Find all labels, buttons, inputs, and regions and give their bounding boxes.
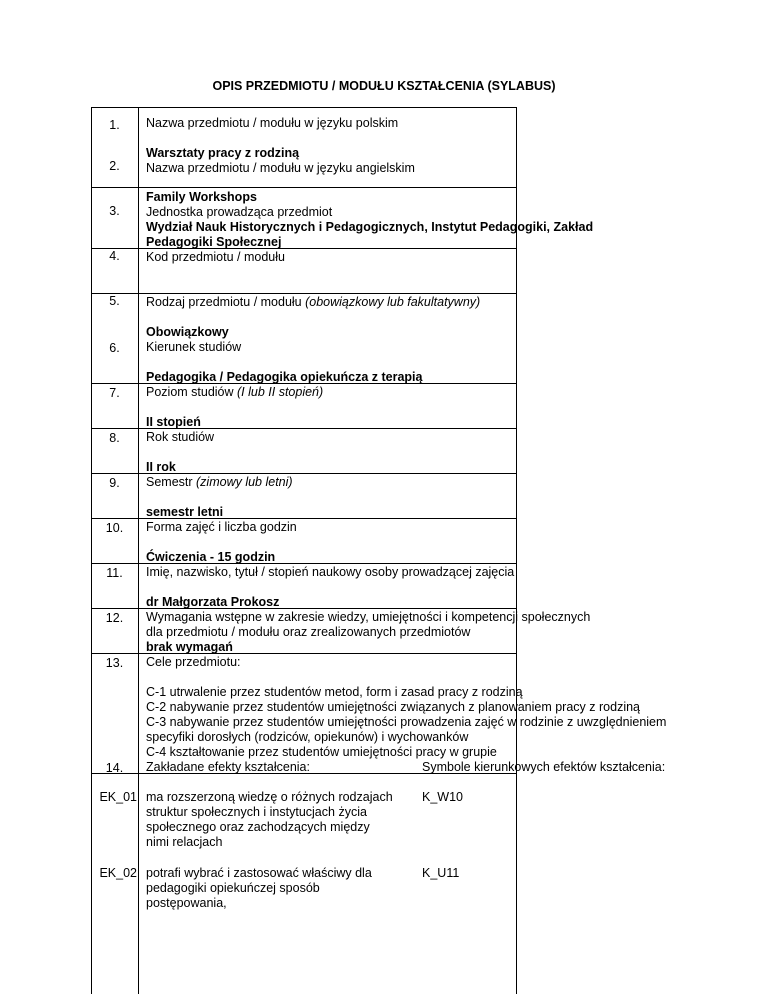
row-label: Jednostka prowadząca przedmiot	[146, 205, 333, 219]
row-number: 3.	[109, 204, 120, 218]
row-value: II rok	[146, 460, 176, 474]
table-border	[91, 107, 92, 994]
row-number: 2.	[109, 159, 120, 173]
row-number: 1.	[109, 118, 120, 132]
row-value: II stopień	[146, 415, 201, 429]
row-label: Nazwa przedmiotu / modułu w języku angielskim	[146, 161, 415, 175]
row-label: Kod przedmiotu / modułu	[146, 250, 285, 264]
row-label: Forma zajęć i liczba godzin	[146, 520, 297, 534]
row-label-hint: (obowiązkowy lub fakultatywny)	[305, 295, 481, 309]
row-value: Family Workshops	[146, 190, 257, 204]
effect-symbol: K_U11	[422, 866, 460, 880]
row-divider	[91, 187, 517, 188]
goal-item: C-1 utrwalenie przez studentów metod, form i zasad pracy z rodziną	[146, 685, 523, 699]
row-label	[146, 475, 514, 490]
row-number: 7.	[109, 386, 120, 400]
row-label	[146, 385, 514, 400]
effect-code: EK_02	[99, 866, 137, 880]
goal-item: C-2 nabywanie przez studentów umiejętności związanych z planowaniem pracy z rodziną	[146, 700, 640, 714]
row-label-hint: (zimowy lub letni)	[196, 475, 293, 489]
row-label: Imię, nazwisko, tytuł / stopień naukowy osoby prowadzącej zajęcia	[146, 565, 515, 579]
row-label-text: Semestr	[146, 475, 197, 489]
row-label: dla przedmiotu / modułu oraz zrealizowanych przedmiotów	[146, 625, 471, 639]
row-value: Obowiązkowy	[146, 325, 229, 339]
row-number: 9.	[109, 476, 120, 490]
goal-item: C-4 kształtowanie przez studentów umiejętności pracy w grupie	[146, 745, 497, 759]
row-value: brak wymagań	[146, 640, 233, 654]
row-value: Warsztaty pracy z rodziną	[146, 146, 300, 160]
row-number: 10.	[105, 521, 124, 535]
row-label-text: Rodzaj przedmiotu / modułu	[146, 295, 306, 309]
row-number: 5.	[109, 294, 120, 308]
row-divider	[91, 293, 517, 294]
row-value: Wydział Nauk Historycznych i Pedagogicznych, Instytut Pedagogiki, Zakład Pedagogiki Społecznej	[146, 220, 594, 249]
effect-text: ma rozszerzoną wiedzę o różnych rodzajach struktur społecznych i instytucjach życia społecznego oraz zachodzących między nimi relacjach	[146, 790, 393, 849]
row-label-hint: (I lub II stopień)	[237, 385, 324, 399]
row-label: Kierunek studiów	[146, 340, 242, 354]
effect-code: EK_01	[99, 790, 137, 804]
effect-symbol: K_W10	[422, 790, 463, 804]
row-number: 11.	[106, 566, 123, 580]
document-title: OPIS PRZEDMIOTU / MODUŁU KSZTAŁCENIA (SYLABUS)	[212, 79, 556, 93]
table-border	[91, 107, 517, 108]
row-number: 8.	[109, 431, 120, 445]
goal-item: specyfiki dorosłych (rodziców, opiekunów) i wychowanków	[146, 730, 469, 744]
row-value: semestr letni	[146, 505, 224, 519]
row-value: Pedagogika / Pedagogika opiekuńcza z terapią	[146, 370, 423, 384]
row-number: 14.	[105, 761, 124, 775]
row-number: 4.	[109, 249, 120, 263]
effect-text: potrafi wybrać i zastosować właściwy dla pedagogiki opiekuńczej sposób postępowania,	[146, 866, 372, 910]
row-label: Zakładane efekty kształcenia:	[146, 760, 310, 774]
row-number: 6.	[109, 341, 120, 355]
column-divider	[138, 107, 139, 994]
symbols-header: Symbole kierunkowych efektów kształcenia:	[422, 760, 666, 774]
row-label	[146, 295, 514, 310]
row-label: Cele przedmiotu:	[146, 655, 241, 669]
row-number: 13.	[105, 656, 124, 670]
goal-item: C-3 nabywanie przez studentów umiejętności prowadzenia zajęć w rodzinie z uwzględnieniem	[146, 715, 667, 729]
row-number: 12.	[105, 611, 124, 625]
row-label-text: Poziom studiów	[146, 385, 238, 399]
row-value: Ćwiczenia - 15 godzin	[146, 550, 276, 564]
row-value: dr Małgorzata Prokosz	[146, 595, 280, 609]
row-label: Nazwa przedmiotu / modułu w języku polskim	[146, 116, 399, 130]
row-label: Rok studiów	[146, 430, 215, 444]
row-label: Wymagania wstępne w zakresie wiedzy, umiejętności i kompetencji społecznych	[146, 610, 591, 624]
